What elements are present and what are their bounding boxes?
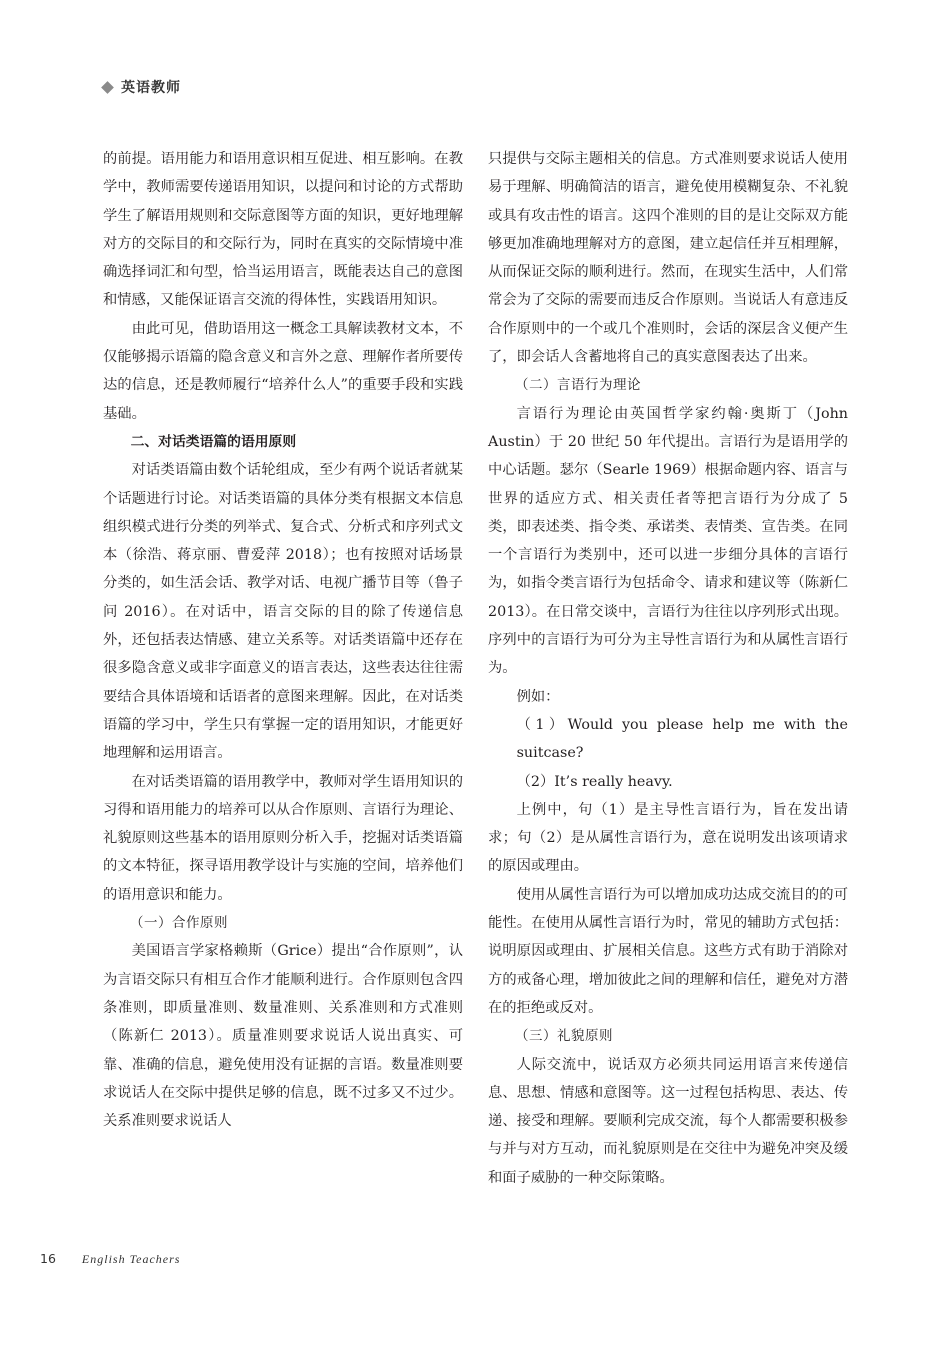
journal-title: 英语教师	[121, 80, 181, 96]
footer-journal-name: English Teachers	[81, 1252, 181, 1266]
paragraph: 由此可见，借助语用这一概念工具解读教材文本，不仅能够揭示语篇的隐含意义和言外之意、理解作者所要传达的信息，还是教师履行“培养什么人”的重要手段和实践基础。	[103, 320, 463, 422]
example-sentence: （2）It’s really heavy.	[516, 773, 673, 790]
example-label: 例如：	[516, 688, 560, 705]
paragraph: 的前提。语用能力和语用意识相互促进、相互影响。在教学中，教师需要传递语用知识，以提问和讨论的方式帮助学生了解语用规则和交际意图等方面的知识，更好地理解对方的交际目的和交际行为，同时在真实的交际情境中准确选择词汇和句型，恰当运用语言，既能表达自己的意图和情感，又能保证语言交流的得体性，实践语用知识。	[103, 151, 463, 309]
subsection-heading: （一）合作原则	[130, 915, 228, 932]
right-column	[488, 145, 848, 1192]
page-number: 16	[40, 1251, 56, 1266]
left-column	[103, 145, 463, 1135]
paragraph: 使用从属性言语行为可以增加成功达成交流目的的可能性。在使用从属性言语行为时，常见的辅助方式包括：说明原因或理由、扩展相关信息。这些方式有助于消除对方的戒备心理，增加彼此之间的理解和信任，避免对方潜在的拒绝或反对。	[488, 886, 848, 1016]
subsection-heading: （二）言语行为理论	[515, 377, 641, 394]
page-footer	[40, 1251, 180, 1267]
paragraph: 上例中，句（1）是主导性言语行为，旨在发出请求；句（2）是从属性言语行为，意在说明发出该项请求的原因或理由。	[488, 801, 848, 875]
paragraph: 人际交流中，说话双方必须共同运用语言来传递信息、思想、情感和意图等。这一过程包括构思、表达、传递、接受和理解。要顺利完成交流，每个人都需要积极参与并与对方互动，而礼貌原则是在交往中为避免冲突及缓和面子威胁的一种交际策略。	[488, 1056, 848, 1186]
paragraph: 美国语言学家格赖斯（Grice）提出“合作原则”，认为言语交际只有相互合作才能顺利进行。合作原则包含四条准则，即质量准则、数量准则、关系准则和方式准则（陈新仁 2013）。质量准则要求说话人说出真实、可靠、准确的信息，避免使用没有证据的言语。数量准则要求说话人在交际中提供足够的信息，既不过多又不过少。关系准则要求说话人	[103, 943, 463, 1130]
paragraph: 言语行为理论由英国哲学家约翰·奥斯丁（John Austin）于 20 世纪 50 年代提出。言语行为是语用学的中心话题。瑟尔（Searle 1969）根据命题内容、语言与世界的适应方式、相关责任者等把言语行为分成了 5 类，即表述类、指令类、承诺类、表情类、宣告类。在同一个言语行为类别中，还可以进一步细分具体的言语行为，如指令类言语行为包括命令、请求和建议等（陈新仁 2013）。在日常交谈中，言语行为往往以序列形式出现。序列中的言语行为可分为主导性言语行为和从属性言语行为。	[488, 405, 848, 677]
subsection-heading: （三）礼貌原则	[515, 1028, 613, 1045]
paragraph: 对话类语篇由数个话轮组成，至少有两个说话者就某个话题进行讨论。对话类语篇的具体分类有根据文本信息组织模式进行分类的列举式、复合式、分析式和序列式文本（徐浩、蒋京丽、曹爱萍 2018）；也有按照对话场景分类的，如生活会话、教学对话、电视广播节目等（鲁子问 2016）。在对话中，语言交际的目的除了传递信息外，还包括表达情感、建立关系等。对话类语篇中还存在很多隐含意义或非字面意义的语言表达，这些表达往往需要结合具体语境和话语者的意图来理解。因此，在对话类语篇的学习中，学生只有掌握一定的语用知识，才能更好地理解和运用语言。	[103, 462, 463, 762]
paragraph: 在对话类语篇的语用教学中，教师对学生语用知识的习得和语用能力的培养可以从合作原则、言语行为理论、礼貌原则这些基本的语用原则分析入手，挖掘对话类语篇的文本特征，探寻语用教学设计与实施的空间，培养他们的语用意识和能力。	[103, 773, 463, 903]
section-heading: 二、对话类语篇的语用原则	[130, 433, 297, 450]
paragraph: 只提供与交际主题相关的信息。方式准则要求说话人使用易于理解、明确简洁的语言，避免使用模糊复杂、不礼貌或具有攻击性的语言。这四个准则的目的是让交际双方能够更加准确地理解对方的意图，建立起信任并互相理解，从而保证交际的顺利进行。然而，在现实生活中，人们常常会为了交际的需要而违反合作原则。当说话人有意违反合作原则中的一个或几个准则时，会话的深层含义便产生了，即会话人含蓄地将自己的真实意图表达了出来。	[488, 151, 848, 366]
diamond-icon	[101, 81, 114, 94]
example-sentence: （1）Would you please help me with the suitcase?	[516, 716, 848, 762]
running-header	[103, 77, 181, 97]
